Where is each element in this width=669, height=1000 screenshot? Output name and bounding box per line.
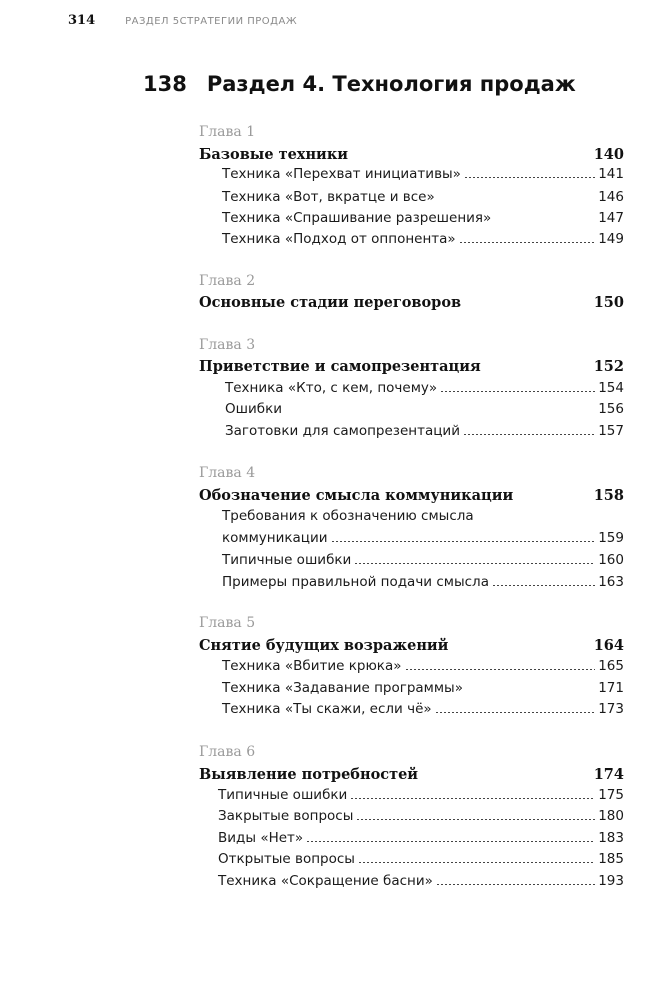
toc-entry[interactable] — [218, 808, 624, 824]
entry-title: Техника «Вот, вкратце и все» — [222, 189, 435, 205]
entry-title: Виды «Нет» — [218, 830, 304, 846]
entry-title: Примеры правильной подачи смысла — [222, 574, 489, 590]
running-title: РАЗДЕЛ 5СТРАТЕГИИ ПРОДАЖ — [125, 16, 298, 27]
entry-title: Типичные ошибки — [218, 787, 348, 803]
dot-leader — [435, 712, 596, 713]
toc-entry[interactable] — [218, 830, 624, 846]
entry-title: Техника «Подход от оппонента» — [222, 231, 456, 247]
dot-leader — [440, 391, 595, 392]
chapter-title: Приветствие и самопрезентация — [199, 358, 481, 375]
part-heading — [143, 72, 576, 96]
page-number: 314 — [68, 13, 96, 28]
chapter-page: 152 — [593, 358, 624, 375]
toc-entry[interactable] — [225, 380, 624, 396]
chapter-title: Обозначение смысла коммуникации — [199, 487, 514, 504]
toc-entry[interactable] — [222, 680, 624, 696]
entry-page: 141 — [598, 166, 624, 182]
entry-page: 160 — [598, 552, 624, 568]
entry-title: Техника «Кто, с кем, почему» — [225, 380, 438, 396]
toc-entry[interactable] — [222, 189, 624, 205]
entry-page: 180 — [598, 808, 624, 824]
toc-entry[interactable] — [218, 873, 624, 889]
dot-leader — [405, 669, 596, 670]
toc-entry[interactable] — [222, 552, 624, 568]
chapter-label: Глава 6 — [199, 744, 256, 760]
toc-entry[interactable] — [222, 658, 624, 674]
chapter-title-row[interactable] — [199, 766, 624, 783]
entry-page: 146 — [598, 189, 624, 205]
chapter-label: Глава 3 — [199, 337, 256, 353]
entry-title: Техника «Перехват инициативы» — [222, 166, 461, 182]
entry-title: Техника «Сокращение басни» — [218, 873, 433, 889]
running-head — [68, 13, 297, 33]
dot-leader — [350, 798, 595, 799]
entry-title: Закрытые вопросы — [218, 808, 354, 824]
entry-title: Техника «Вбитие крюка» — [222, 658, 402, 674]
toc-entry[interactable] — [225, 401, 624, 417]
dot-leader — [306, 841, 595, 842]
dot-leader — [358, 862, 595, 863]
chapter-label: Глава 2 — [199, 273, 256, 289]
entry-page: 185 — [598, 851, 624, 867]
dot-leader — [463, 434, 595, 435]
entry-title: Ошибки — [225, 401, 283, 417]
chapter-label: Глава 4 — [199, 465, 256, 481]
chapter-label: Глава 5 — [199, 615, 256, 631]
entry-page: 193 — [598, 873, 624, 889]
chapter-title-row[interactable] — [199, 294, 624, 311]
toc-entry[interactable] — [222, 574, 624, 590]
dot-leader — [459, 242, 596, 243]
entry-title: коммуникации — [222, 530, 328, 546]
entry-title: Техника «Задавание программы» — [222, 680, 463, 696]
entry-page: 149 — [598, 231, 624, 247]
entry-title: Типичные ошибки — [222, 552, 352, 568]
dot-leader — [464, 177, 595, 178]
entry-page: 183 — [598, 830, 624, 846]
entry-title-line1: Требования к обозначению смысла — [222, 508, 474, 524]
chapter-page: 140 — [593, 146, 624, 163]
chapter-title: Базовые техники — [199, 146, 349, 163]
entry-page: 147 — [598, 210, 624, 226]
chapter-title: Основные стадии переговоров — [199, 294, 462, 311]
dot-leader — [436, 884, 595, 885]
entry-page: 171 — [598, 680, 624, 696]
entry-page: 173 — [598, 701, 624, 717]
toc-entry[interactable] — [222, 166, 624, 182]
toc-entry[interactable] — [218, 851, 624, 867]
toc-entry[interactable] — [222, 231, 624, 247]
entry-title: Открытые вопросы — [218, 851, 355, 867]
chapter-page: 150 — [593, 294, 624, 311]
part-page-number: 138 — [143, 72, 187, 96]
entry-page: 154 — [598, 380, 624, 396]
chapter-title-row[interactable] — [199, 358, 624, 375]
dot-leader — [331, 541, 596, 542]
entry-page: 175 — [598, 787, 624, 803]
dot-leader — [356, 819, 595, 820]
toc-entry[interactable] — [222, 210, 624, 226]
dot-leader — [492, 585, 595, 586]
chapter-title: Выявление потребностей — [199, 766, 419, 783]
chapter-title-row[interactable] — [199, 146, 624, 163]
entry-page: 159 — [598, 530, 624, 546]
chapter-label: Глава 1 — [199, 124, 256, 140]
chapter-title-row[interactable] — [199, 487, 624, 504]
toc-entry[interactable] — [222, 701, 624, 717]
entry-title: Техника «Спрашивание разрешения» — [222, 210, 492, 226]
entry-page: 156 — [598, 401, 624, 417]
toc-entry[interactable] — [218, 787, 624, 803]
toc-entry[interactable] — [222, 530, 624, 546]
part-title: Раздел 4. Технология продаж — [206, 72, 576, 96]
entry-page: 157 — [598, 423, 624, 439]
dot-leader — [354, 563, 595, 564]
entry-title: Заготовки для самопрезентаций — [225, 423, 460, 439]
entry-title: Техника «Ты скажи, если чё» — [222, 701, 432, 717]
entry-page: 163 — [598, 574, 624, 590]
chapter-page: 174 — [593, 766, 624, 783]
chapter-page: 164 — [593, 637, 624, 654]
toc-entry[interactable] — [225, 423, 624, 439]
chapter-title-row[interactable] — [199, 637, 624, 654]
chapter-page: 158 — [593, 487, 624, 504]
chapter-title: Снятие будущих возражений — [199, 637, 449, 654]
entry-page: 165 — [598, 658, 624, 674]
